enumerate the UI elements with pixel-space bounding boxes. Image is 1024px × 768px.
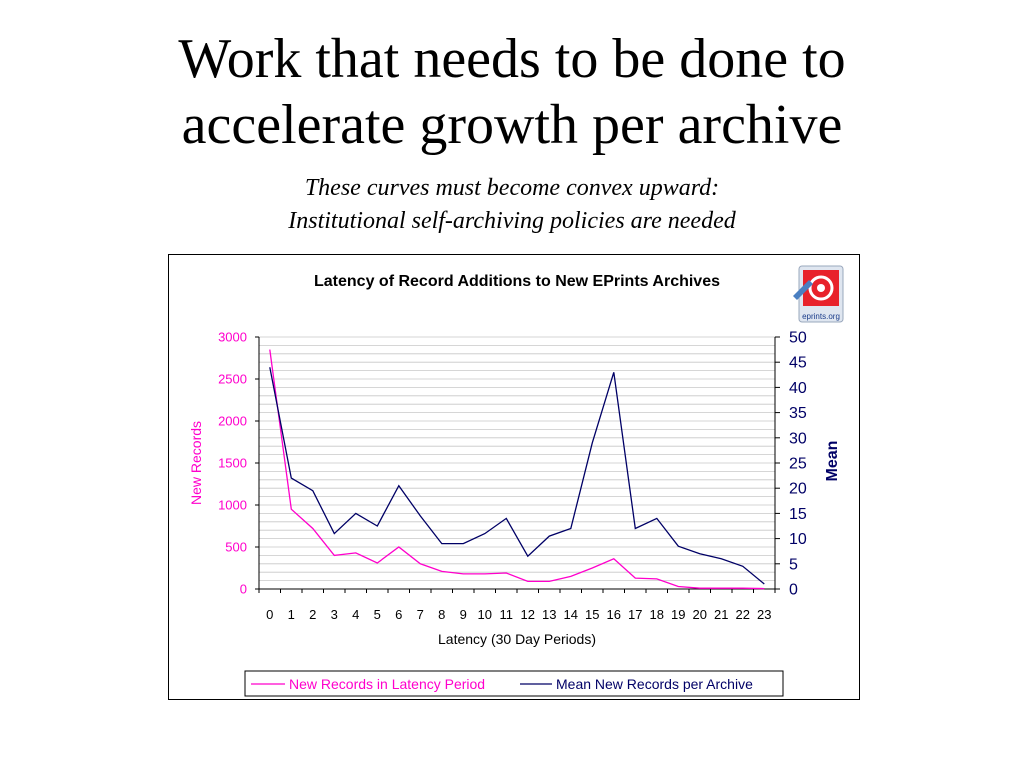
- logo-text: eprints.org: [802, 312, 840, 321]
- x-tick-label: 0: [266, 607, 274, 622]
- chart-frame: [168, 254, 860, 700]
- x-tick-label: 15: [585, 607, 600, 622]
- x-tick-label: 5: [373, 607, 381, 622]
- x-tick-label: 18: [649, 607, 664, 622]
- tick-labels: [218, 330, 807, 623]
- x-tick-label: 9: [459, 607, 467, 622]
- y-tick-label-right: 35: [789, 405, 807, 423]
- x-tick-label: 13: [542, 607, 557, 622]
- slide-subtitle: [0, 172, 1024, 238]
- x-tick-label: 17: [628, 607, 643, 622]
- eprints-logo: [793, 266, 843, 322]
- x-tick-label: 19: [671, 607, 686, 622]
- y-tick-label-left: 0: [239, 581, 247, 597]
- y-tick-label-left: 3000: [218, 329, 247, 345]
- x-tick-label: 14: [563, 607, 578, 622]
- y-tick-label-left: 500: [225, 539, 247, 555]
- y-tick-label-right: 20: [789, 480, 807, 498]
- x-tick-label: 3: [330, 607, 338, 622]
- x-tick-label: 2: [309, 607, 317, 622]
- x-tick-label: 11: [499, 607, 513, 622]
- x-axis-label: Latency (30 Day Periods): [438, 631, 596, 647]
- x-tick-label: 7: [416, 607, 424, 622]
- legend-label-mean: Mean New Records per Archive: [556, 676, 753, 692]
- slide-title-line-1: Work that needs to be done to: [178, 28, 846, 90]
- slide-title-line-2: accelerate growth per archive: [181, 94, 843, 156]
- y-tick-label-right: 5: [789, 556, 798, 574]
- y-tick-label-right: 40: [789, 379, 807, 397]
- y-tick-label-right: 50: [789, 329, 807, 347]
- x-tick-label: 4: [352, 607, 360, 622]
- series-line-new-records: [270, 350, 765, 589]
- y-tick-label-left: 1500: [218, 455, 247, 471]
- y-tick-label-left: 1000: [218, 497, 247, 513]
- latency-chart: [169, 255, 859, 699]
- y-axis-label-right: Mean: [824, 440, 841, 482]
- y-tick-label-left: 2500: [218, 371, 247, 387]
- slide-title: [0, 26, 1024, 158]
- x-tick-label: 22: [735, 607, 750, 622]
- x-tick-label: 10: [477, 607, 492, 622]
- grid-lines: [259, 337, 775, 589]
- legend-label-new-records: New Records in Latency Period: [289, 676, 486, 692]
- x-tick-label: 8: [438, 607, 446, 622]
- y-tick-label-right: 15: [789, 505, 807, 523]
- slide-subtitle-line-1: These curves must become convex upward:: [304, 175, 720, 201]
- x-tick-label: 6: [395, 607, 403, 622]
- y-tick-label-right: 45: [789, 354, 807, 372]
- x-tick-label: 20: [692, 607, 707, 622]
- y-tick-label-left: 2000: [218, 413, 247, 429]
- chart-legend: [245, 671, 783, 696]
- y-tick-label-right: 0: [789, 581, 798, 599]
- x-tick-label: 21: [714, 607, 729, 622]
- y-tick-label-right: 10: [789, 531, 807, 549]
- data-series: [270, 350, 765, 589]
- x-tick-label: 1: [287, 607, 295, 622]
- x-tick-label: 23: [757, 607, 772, 622]
- y-tick-label-right: 25: [789, 455, 807, 473]
- y-tick-label-right: 30: [789, 430, 807, 448]
- y-axis-label-left: New Records: [188, 420, 204, 506]
- slide-subtitle-line-2: Institutional self-archiving policies are needed: [288, 208, 736, 234]
- x-tick-label: 16: [606, 607, 621, 622]
- series-line-mean: [270, 367, 765, 584]
- chart-title: Latency of Record Additions to New EPrints Archives: [314, 273, 720, 290]
- x-tick-label: 12: [520, 607, 535, 622]
